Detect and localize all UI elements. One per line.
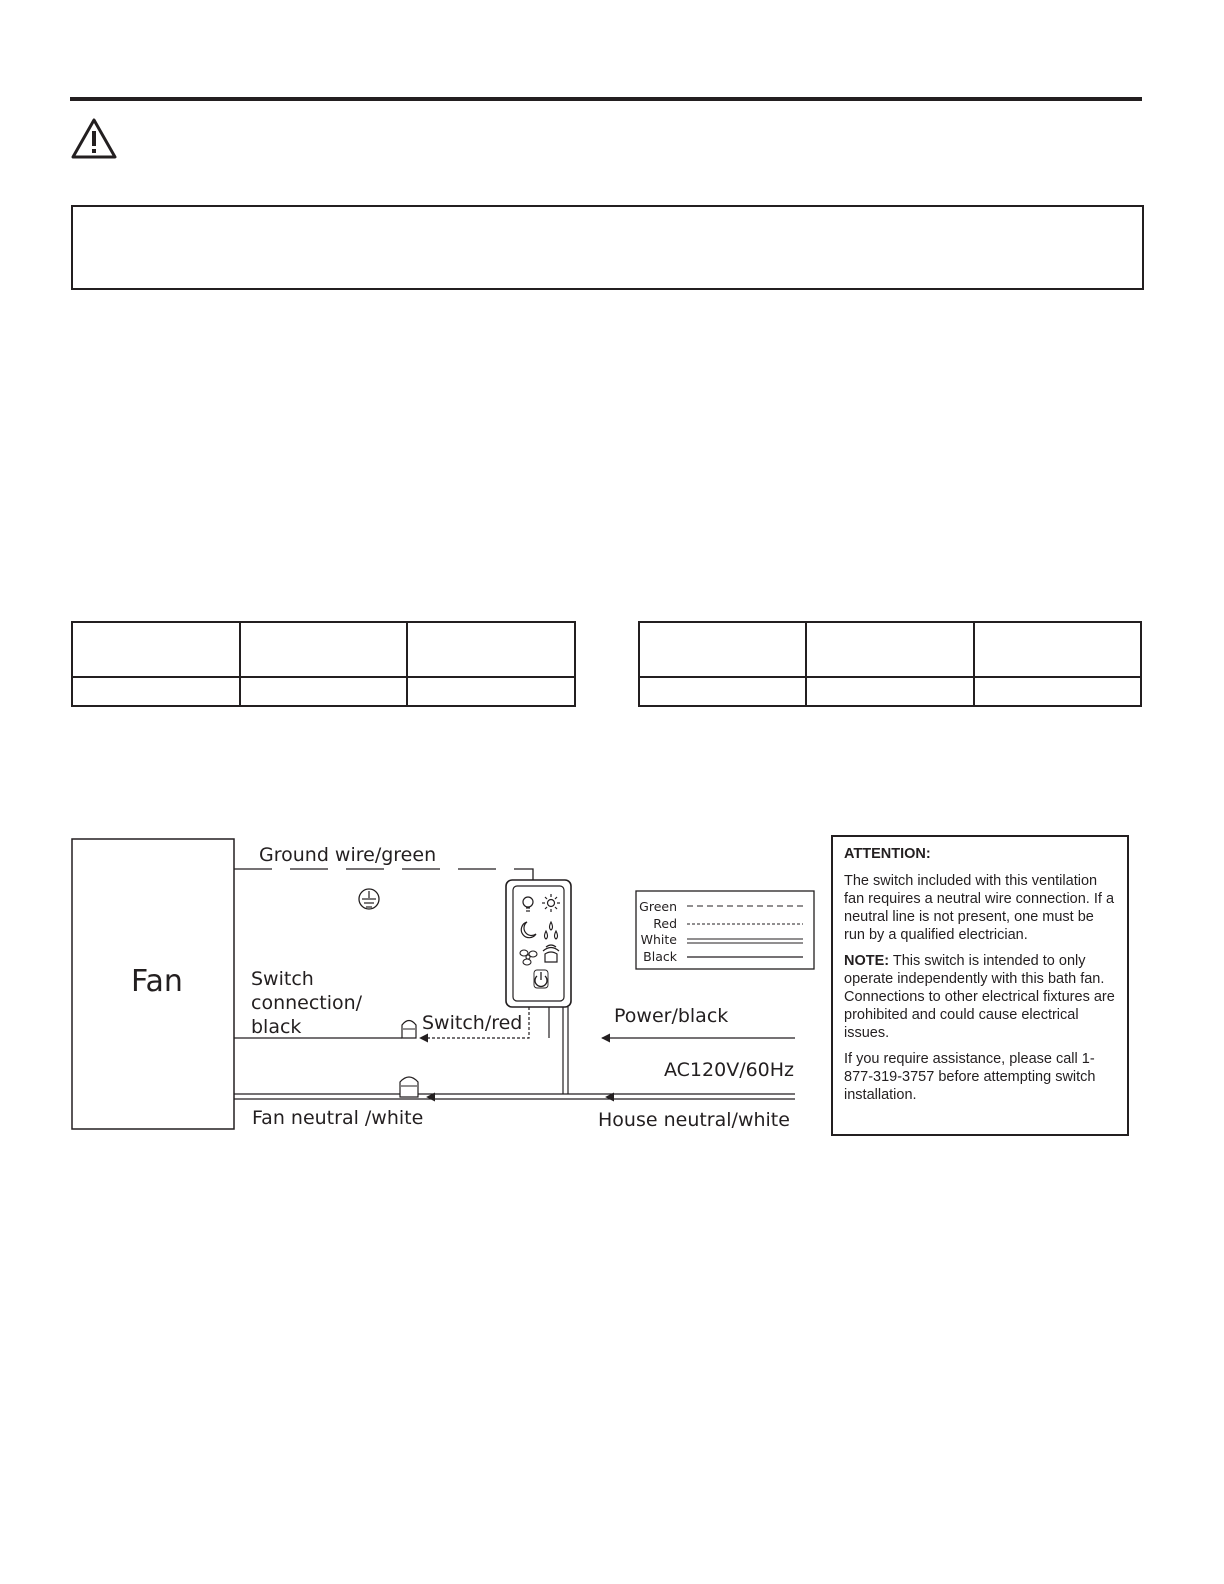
fan-neutral-label: Fan neutral /white — [252, 1107, 424, 1129]
attention-title: ATTENTION: — [844, 846, 931, 862]
legend-label-black: Black — [643, 949, 677, 964]
switch-connection-label-2: connection/ — [251, 992, 363, 1014]
note-label: NOTE: — [844, 953, 890, 969]
attention-para-1: The switch included with this ventilation fan requires a neutral wire connection. If a neutral line is not present, one must be run by a qualified electrician. — [844, 873, 1115, 943]
legend-label-white: White — [640, 932, 677, 947]
ground-symbol-icon — [359, 889, 379, 909]
ac-label: AC120V/60Hz — [664, 1059, 795, 1081]
switch-red-label: Switch/red — [422, 1012, 523, 1034]
switch-device — [506, 880, 571, 1007]
legend-label-green: Green — [639, 899, 677, 914]
switch-connection-label-1: Switch — [251, 968, 314, 990]
ground-wire-label: Ground wire/green — [259, 844, 437, 866]
attention-para-3: If you require assistance, please call 1-877-319-3757 before attempting switch installation. — [844, 1051, 1096, 1103]
power-black-label: Power/black — [614, 1005, 729, 1027]
wire-nut-icon — [400, 1077, 418, 1097]
attention-box — [831, 835, 1129, 1136]
fan-label: Fan — [131, 964, 183, 999]
wire-nut-icon — [402, 1021, 416, 1039]
house-neutral-label: House neutral/white — [598, 1109, 790, 1131]
note-text: This switch is intended to only operate independently with this bath fan. Connections to other electrical fixtures are prohibited and could cause electrical issues. — [844, 953, 1115, 1041]
ground-wire — [234, 869, 533, 880]
switch-connection-label-3: black — [251, 1016, 302, 1038]
attention-note — [844, 952, 1117, 1042]
legend — [636, 891, 814, 969]
legend-label-red: Red — [653, 916, 677, 931]
